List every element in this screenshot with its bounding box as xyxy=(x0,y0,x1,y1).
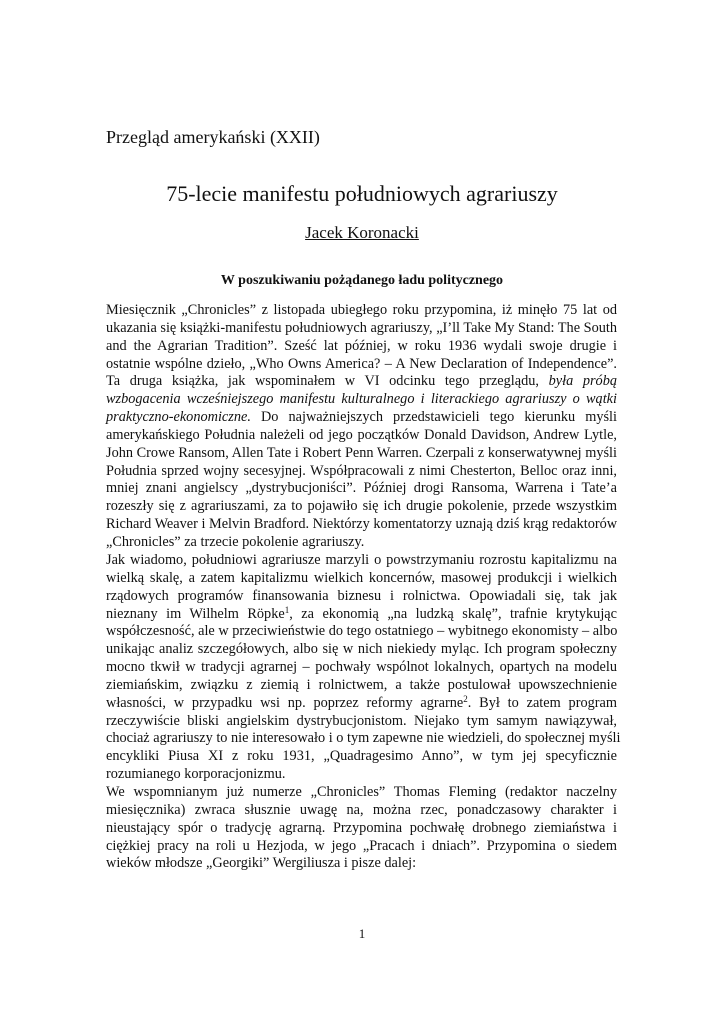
paragraph-3 xyxy=(106,784,617,873)
text-line: współczesność, ale w przeciwieństwie do tego ostatniego – wybitnego ekonomisty – albo xyxy=(106,623,618,640)
text-line: unikając analiz szczegółowych, albo się w nich niekiedy myląc. Ich program społeczny xyxy=(106,641,617,658)
text-line: Richard Weaver i Melvin Bradford. Niektórzy komentatorzy uznają dziś krąg redaktorów xyxy=(106,516,618,533)
text-line: ostatnie wspólne dzieło, „Who Owns America? – A New Declaration of Independence”. xyxy=(106,355,617,372)
text-run: Do najważniejszych przedstawicieli tego kierunku myśli xyxy=(250,409,617,426)
italic-run: wzbogacenia wcześniejszego manifestu kulturalnego i literackiego agrariuszy o wątki xyxy=(106,391,617,408)
text-line: nieustający spór o tradycję agrarną. Przypomina pochwałę drobnego ziemiaństwa i xyxy=(106,819,617,836)
paragraph-1 xyxy=(106,302,617,552)
text-line xyxy=(106,695,617,713)
text-run: nieznany im Wilhelm Röpke xyxy=(106,605,285,622)
text-line: rzeczywiście bliski angielskim dystrybucjonistom. Niejako tym samym nawiązywał, xyxy=(106,712,617,729)
text-line: Jak wiadomo, południowi agrariusze marzyli o powstrzymaniu rozrostu kapitalizmu na xyxy=(106,552,617,568)
text-line: mniej znani angielscy „dystrybucjoniści”. Później drogi Ransoma, Warrena i Tate’a xyxy=(106,480,617,497)
article-title: 75-lecie manifestu południowych agrariuszy xyxy=(166,181,558,206)
text-line: mocno tkwił w tradycji agrarnej – pochwały wspólnot lokalnych, opartych na modelu xyxy=(106,659,617,676)
paragraph-2 xyxy=(106,552,621,784)
text-run: . Był to zatem program xyxy=(467,694,617,711)
text-line: Miesięcznik „Chronicles” z listopada ubiegłego roku przypomina, iż minęło 75 lat od xyxy=(106,302,617,318)
text-line xyxy=(106,391,617,409)
text-line: amerykańskiego Południa należeli od jego początków Donald Davidson, Andrew Lytle, xyxy=(106,426,617,443)
text-line: encykliki Piusa XI z roku 1931, „Quadragesimo Anno”, w tym jej specyficznie xyxy=(106,748,617,765)
text-line xyxy=(106,373,617,391)
text-run: Ta druga książka, jak wspominałem w VI odcinku tego przeglądu, xyxy=(106,373,549,390)
text-line xyxy=(106,409,617,427)
text-line: Południa sprzed wojny secesyjnej. Współpracowali z nimi Chesterton, Belloc oraz inni, xyxy=(106,462,617,479)
text-line: ukazania się książki-manifestu południowych agrariuszy, „I’ll Take My Stand: The South xyxy=(106,319,617,336)
text-line: rządowych programów finansowania biznesu i rolnictwa. Opowiadali się, tak jak xyxy=(106,587,617,604)
italic-run: była próbą xyxy=(548,373,617,390)
author-name: Jacek Koronacki xyxy=(305,223,419,242)
text-line: wieków młodsze „Georgiki” Wergiliusza i pisze dalej: xyxy=(106,855,417,872)
text-line: rozumianego korporacjonizmu. xyxy=(106,766,286,783)
footnote-ref[interactable]: 1 xyxy=(284,604,290,615)
text-line: rozeszły się z agrariuszami, za to pojawiło się ich drugie pokolenie, przede wszystkim xyxy=(106,498,617,515)
text-line: John Crowe Ransom, Allen Tate i Robert Penn Warren. Czerpali z konserwatywnej myśli xyxy=(106,444,617,461)
text-line: „Chronicles” za trzecie pokolenie agrariuszy. xyxy=(106,533,365,550)
text-line: chociaż agrariuszy to nie interesowało i o tym zapewne nie wiedzieli, do społecznej myśli xyxy=(106,730,621,747)
author-byline xyxy=(0,222,724,244)
footnote-ref[interactable]: 2 xyxy=(463,693,468,704)
series-label: Przegląd amerykański (XXII) xyxy=(106,127,320,147)
text-line: We wspomnianym już numerze „Chronicles” Thomas Fleming (redaktor naczelny xyxy=(106,784,617,800)
text-line: ziemiańskim, związku z ziemią i rolnictwem, a także postulował upowszechnienie xyxy=(106,676,617,693)
section-heading: W poszukiwaniu pożądanego ładu politycznego xyxy=(220,273,504,288)
text-line: and the Agrarian Tradition”. Sześć lat później, w roku 1936 wydali swoje drugie i xyxy=(106,337,617,354)
text-line xyxy=(106,606,617,624)
text-line: ciężkiej pracy na roli u Hezjoda, w jego „Pracach i dniach”. Przypomina o siedem xyxy=(106,837,617,854)
text-line: miesięcznika) zwraca słusznie uwagę na, można rzec, ponadczasowy charakter i xyxy=(106,801,617,818)
italic-run: praktyczno-ekonomiczne. xyxy=(106,409,251,426)
text-line: wielką skalę, a zatem kapitalizmu wielkich koncernów, masowej produkcji i wielkich xyxy=(106,569,617,586)
text-run: własności, w przypadku wsi np. poprzez reformy agrarne xyxy=(106,694,464,711)
page-number: 1 xyxy=(358,926,366,941)
text-run: , za ekonomią „na ludzką skalę”, trafnie krytykując xyxy=(289,605,617,622)
